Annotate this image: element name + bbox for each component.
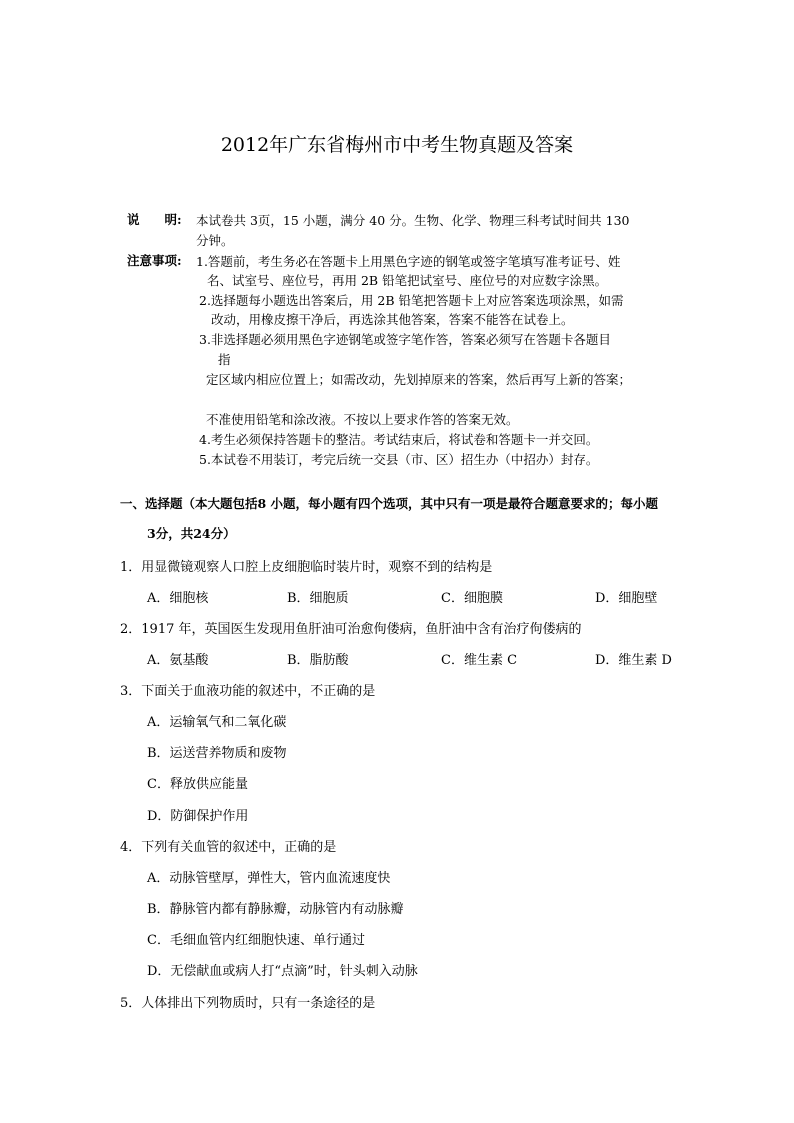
- zhuyi-label: 注意事项:: [127, 253, 182, 268]
- zhuyi-line: 2.选择题每小题选出答案后，用 2B 铅笔把答题卡上对应答案选项涂黑，如需: [199, 293, 624, 308]
- option: B．细胞质: [287, 591, 349, 606]
- option: C．毛细血管内红细胞快速、单行通过: [147, 933, 365, 948]
- shuoming-line-2: 分钟。: [196, 233, 234, 248]
- option: B．静脉管内都有静脉瓣，动脉管内有动脉瓣: [147, 902, 404, 917]
- option: A．动脉管壁厚，弹性大，管内血流速度快: [147, 871, 391, 886]
- option: A．氨基酸: [147, 653, 209, 668]
- option: D．无偿献血或病人打“点滴”时，针头刺入动脉: [147, 964, 418, 979]
- option: B．脂肪酸: [287, 653, 349, 668]
- option: D．维生素 D: [595, 653, 672, 668]
- zhuyi-line: 4.考生必须保持答题卡的整洁。考试结束后，将试卷和答题卡一并交回。: [199, 432, 599, 447]
- zhuyi-line: 5.本试卷不用装订，考完后统一交县（市、区）招生办（中招办）封存。: [199, 452, 599, 467]
- option: B．运送营养物质和废物: [147, 746, 287, 761]
- section-heading: 一、选择题（本大题包括8 小题，每小题有四个选项，其中只有一项是最符合题意要求的；每小题: [120, 496, 659, 511]
- section-heading-cont: 3分，共24分）: [147, 526, 236, 541]
- question-stem: 4．下列有关血管的叙述中，正确的是: [120, 840, 337, 855]
- page-title: 2012年广东省梅州市中考生物真题及答案: [220, 134, 574, 156]
- question-stem: 2．1917 年，英国医生发现用鱼肝油可治愈佝偻病，鱼肝油中含有治疗佝偻病的: [120, 622, 582, 637]
- question-stem: 5．人体排出下列物质时，只有一条途径的是: [120, 996, 376, 1011]
- option: D．细胞壁: [595, 591, 658, 606]
- zhuyi-line: 名、试室号、座位号，再用 2B 铅笔把试室号、座位号的对应数字涂黑。: [207, 273, 608, 288]
- zhuyi-line: 不准使用铅笔和涂改液。不按以上要求作答的答案无效。: [206, 412, 519, 427]
- option: A．运输氧气和二氧化碳: [147, 715, 287, 730]
- zhuyi-line: 3.非选择题必须用黑色字迹钢笔或签字笔作答，答案必须写在答题卡各题目: [199, 332, 611, 347]
- question-stem: 3．下面关于血液功能的叙述中，不正确的是: [120, 684, 376, 699]
- question-stem: 1．用显微镜观察人口腔上皮细胞临时装片时，观察不到的结构是: [120, 560, 493, 575]
- zhuyi-line: 改动，用橡皮擦干净后，再选涂其他答案，答案不能答在试卷上。: [211, 312, 574, 327]
- option: C．维生素 C: [441, 653, 518, 668]
- zhuyi-line: 1.答题前，考生务必在答题卡上用黑色字迹的钢笔或签字笔填写准考证号、姓: [196, 254, 621, 269]
- zhuyi-line: 定区域内相应位置上；如需改动，先划掉原来的答案，然后再写上新的答案；: [206, 372, 632, 387]
- shuoming-line-1: 本试卷共 3页，15 小题，满分 40 分。生物、化学、物理三科考试时间共 130: [196, 213, 630, 228]
- shuoming-label: 说 明:: [127, 212, 182, 227]
- zhuyi-line: 指: [218, 352, 231, 367]
- option: C．细胞膜: [441, 591, 503, 606]
- option: D．防御保护作用: [147, 809, 249, 824]
- option: C．释放供应能量: [147, 777, 248, 792]
- option: A．细胞核: [147, 591, 209, 606]
